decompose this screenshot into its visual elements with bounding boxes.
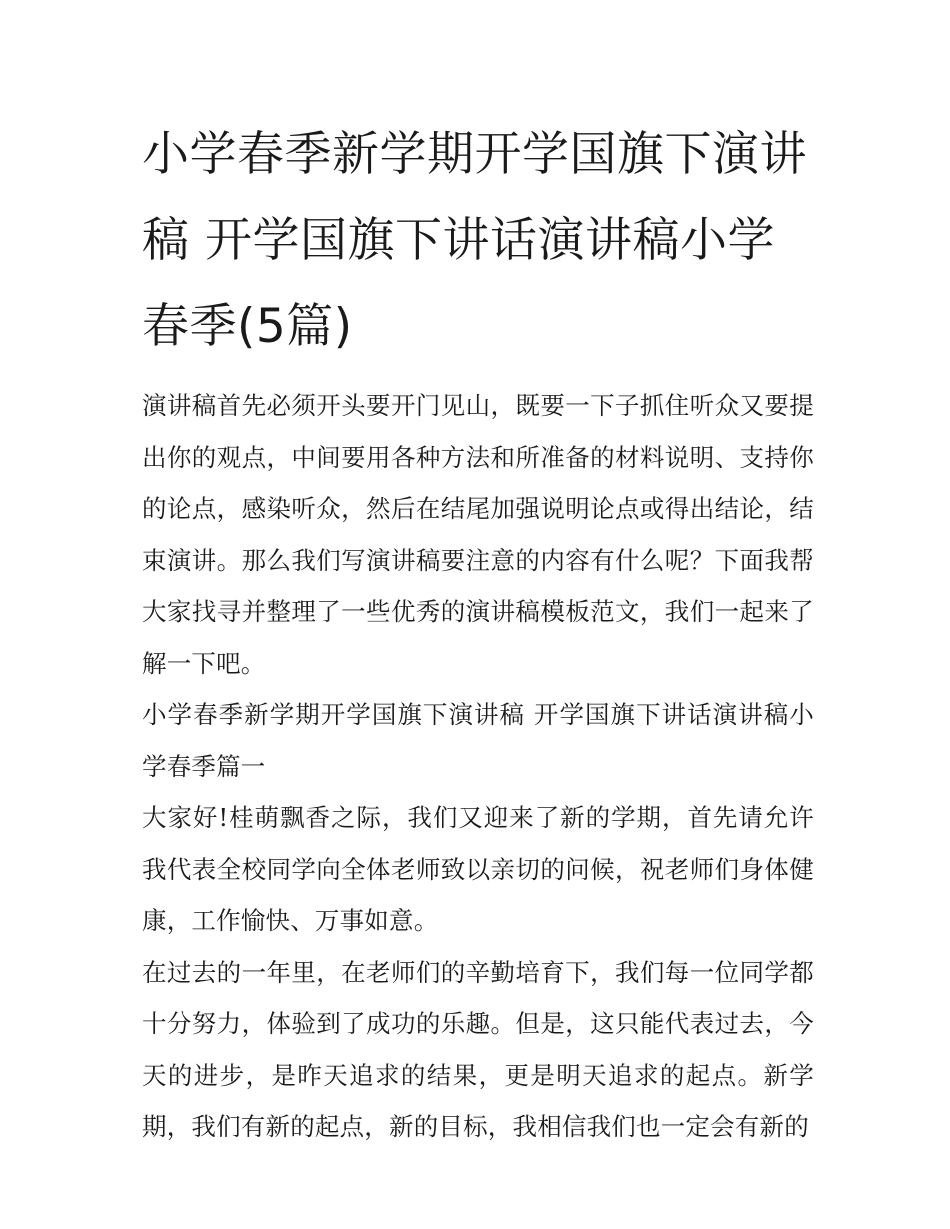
section-heading: 小学春季新学期开学国旗下演讲稿 开学国旗下讲话演讲稿小学春季篇一 <box>142 700 814 781</box>
paragraph-past-year: 在过去的一年里，在老师们的辛勤培育下，我们每一位同学都十分努力，体验到了成功的乐趣。但是，这只能代表过去，今天的进步，是昨天追求的结果，更是明天追求的起点。新学期，我们有新的起点，新的目标，我相信我们也一定会有新的 <box>142 957 814 1141</box>
document-body <box>142 380 814 1153</box>
paragraph-intro: 演讲稿首先必须开头要开门见山，既要一下子抓住听众又要提出你的观点，中间要用各种方法和所准备的材料说明、支持你的论点，感染听众，然后在结尾加强说明论点或得出结论，结束演讲。那么我们写演讲稿要注意的内容有什么呢？下面我帮大家找寻并整理了一些优秀的演讲稿模板范文，我们一起来了解一下吧。 <box>142 391 814 678</box>
paragraph-greeting: 大家好!桂萌飘香之际，我们又迎来了新的学期，首先请允许我代表全校同学向全体老师致以亲切的问候，祝老师们身体健康，工作愉快、万事如意。 <box>142 803 814 935</box>
document-title: 小学春季新学期开学国旗下演讲稿 开学国旗下讲话演讲稿小学春季(5篇) <box>142 127 807 354</box>
document-page <box>142 112 814 1153</box>
